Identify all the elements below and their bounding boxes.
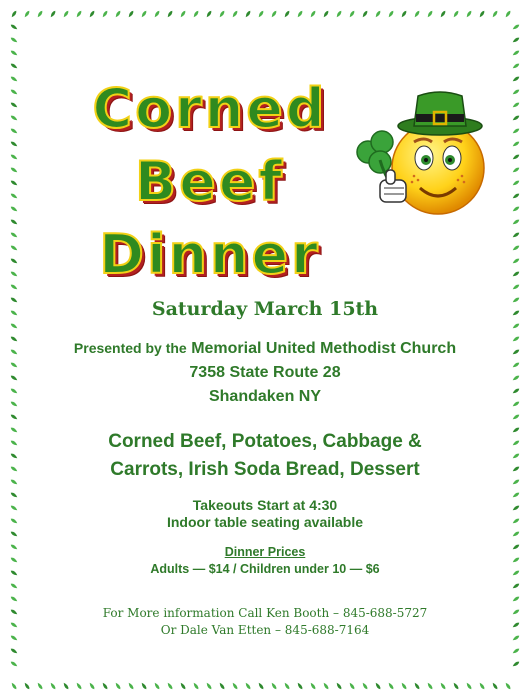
shamrock-leaf-icon [512,179,520,186]
shamrock-leaf-icon [114,10,121,18]
shamrock-leaf-icon [153,10,160,18]
shamrock-leaf-icon [491,682,498,690]
shamrock-leaf-icon [512,205,520,212]
shamrock-leaf-icon [296,10,303,18]
shamrock-leaf-icon [218,10,225,18]
shamrock-leaf-icon [270,682,277,690]
shamrock-leaf-icon [374,682,381,690]
shamrock-leaf-icon [512,153,520,160]
shamrock-leaf-icon [127,682,134,690]
shamrock-leaf-icon [400,682,407,690]
shamrock-leaf-icon [153,682,160,690]
shamrock-leaf-icon [504,682,511,690]
seating-note: Indoor table seating available [166,514,364,530]
shamrock-leaf-icon [512,257,520,264]
shamrock-leaf-icon [205,10,212,18]
shamrock-leaf-icon [361,682,368,690]
shamrock-leaf-icon [192,682,199,690]
shamrock-leaf-icon [244,10,251,18]
shamrock-leaf-icon [231,682,238,690]
shamrock-leaf-icon [348,682,355,690]
town: Shandaken NY [208,388,322,405]
shamrock-leaf-icon [361,10,368,18]
shamrock-leaf-icon [283,682,290,690]
shamrock-leaf-icon [309,682,316,690]
shamrock-leaf-icon [439,682,446,690]
shamrock-leaf-icon [101,682,108,690]
shamrock-leaf-icon [166,682,173,690]
leprechaun-smiley-icon [350,90,500,220]
shamrock-leaf-icon [512,530,520,537]
shamrock-leaf-icon [335,682,342,690]
shamrock-leaf-icon [283,10,290,18]
shamrock-leaf-icon [101,10,108,18]
shamrock-leaf-icon [400,10,407,18]
contact-line-1: For More information Call Ken Booth – 845-688-5727 [102,606,428,620]
shamrock-leaf-icon [10,595,18,602]
shamrock-leaf-icon [179,10,186,18]
shamrock-leaf-icon [426,10,433,18]
shamrock-leaf-icon [36,10,43,18]
shamrock-leaf-icon [36,682,43,690]
shamrock-leaf-icon [512,75,520,82]
shamrock-leaf-icon [244,682,251,690]
shamrock-leaf-icon [10,36,18,43]
shamrock-leaf-icon [512,62,520,69]
shamrock-leaf-icon [512,127,520,134]
shamrock-leaf-icon [140,10,147,18]
shamrock-leaf-icon [23,10,30,18]
takeouts-time: Takeouts Start at 4:30 [192,497,338,513]
shamrock-leaf-icon [452,10,459,18]
shamrock-leaf-icon [192,10,199,18]
shamrock-leaf-icon [62,682,69,690]
shamrock-leaf-icon [309,10,316,18]
presented-prefix: Presented by the [73,340,187,356]
shamrock-leaf-icon [10,49,18,56]
shamrock-leaf-icon [257,682,264,690]
shamrock-leaf-icon [387,682,394,690]
shamrock-leaf-icon [10,530,18,537]
shamrock-leaf-icon [374,10,381,18]
shamrock-leaf-icon [322,10,329,18]
shamrock-leaf-icon [413,10,420,18]
shamrock-leaf-icon [512,322,520,329]
shamrock-leaf-icon [322,682,329,690]
shamrock-leaf-icon [10,218,18,225]
shamrock-leaf-icon [512,647,520,654]
shamrock-leaf-icon [504,10,511,18]
shamrock-leaf-icon [114,682,121,690]
title-line-corned: Corned [92,77,328,140]
shamrock-leaf-icon [512,218,520,225]
shamrock-leaf-icon [179,682,186,690]
shamrock-leaf-icon [512,88,520,95]
shamrock-leaf-icon [512,582,520,589]
shamrock-leaf-icon [10,413,18,420]
shamrock-leaf-icon [512,595,520,602]
shamrock-leaf-icon [465,10,472,18]
shamrock-leaf-icon [512,231,520,238]
shamrock-leaf-icon [10,283,18,290]
shamrock-leaf-icon [478,10,485,18]
street-address: 7358 State Route 28 [189,364,341,381]
shamrock-leaf-icon [10,660,18,667]
shamrock-leaf-icon [205,682,212,690]
shamrock-leaf-icon [512,140,520,147]
shamrock-leaf-icon [335,10,342,18]
shamrock-leaf-icon [512,270,520,277]
shamrock-leaf-icon [127,10,134,18]
shamrock-leaf-icon [413,682,420,690]
shamrock-leaf-icon [439,10,446,18]
shamrock-leaf-icon [49,682,56,690]
shamrock-leaf-icon [512,114,520,121]
title-line-dinner: Dinner [99,223,321,286]
shamrock-leaf-icon [512,244,520,251]
prices-heading: Dinner Prices [224,545,306,559]
shamrock-leaf-icon [166,10,173,18]
shamrock-leaf-icon [426,682,433,690]
shamrock-leaf-icon [62,10,69,18]
shamrock-leaf-icon [296,682,303,690]
shamrock-leaf-icon [512,36,520,43]
shamrock-leaf-icon [218,682,225,690]
presented-by-line [0,340,530,358]
shamrock-leaf-icon [512,413,520,420]
shamrock-leaf-icon [512,49,520,56]
shamrock-leaf-icon [10,647,18,654]
prices-detail: Adults — $14 / Children under 10 — $6 [150,562,380,576]
shamrock-leaf-icon [49,10,56,18]
shamrock-leaf-icon [75,10,82,18]
shamrock-leaf-icon [478,682,485,690]
shamrock-leaf-icon [270,10,277,18]
shamrock-leaf-icon [512,192,520,199]
shamrock-leaf-icon [512,101,520,108]
shamrock-leaf-icon [512,660,520,667]
shamrock-leaf-icon [231,10,238,18]
shamrock-leaf-icon [88,682,95,690]
shamrock-leaf-icon [452,682,459,690]
shamrock-leaf-icon [257,10,264,18]
shamrock-leaf-icon [348,10,355,18]
menu-line-1: Corned Beef, Potatoes, Cabbage & [108,431,422,452]
shamrock-leaf-icon [512,23,520,30]
title-line-beef: Beef [135,150,285,213]
shamrock-leaf-icon [10,582,18,589]
shamrock-leaf-icon [10,62,18,69]
shamrock-leaf-icon [75,682,82,690]
shamrock-leaf-icon [10,23,18,30]
shamrock-leaf-icon [387,10,394,18]
contact-line-2: Or Dale Van Etten – 845-688-7164 [160,623,370,637]
shamrock-leaf-icon [465,682,472,690]
shamrock-leaf-icon [140,682,147,690]
shamrock-leaf-icon [512,166,520,173]
shamrock-leaf-icon [10,10,17,18]
church-name: Memorial United Methodist Church [191,340,457,357]
menu-line-2: Carrots, Irish Soda Bread, Dessert [110,459,420,480]
shamrock-leaf-icon [491,10,498,18]
shamrock-leaf-icon [10,682,17,690]
shamrock-leaf-icon [512,283,520,290]
shamrock-leaf-icon [23,682,30,690]
shamrock-leaf-icon [10,140,18,147]
shamrock-leaf-icon [88,10,95,18]
event-date: Saturday March 15th [151,298,379,320]
shamrock-leaf-icon [10,322,18,329]
